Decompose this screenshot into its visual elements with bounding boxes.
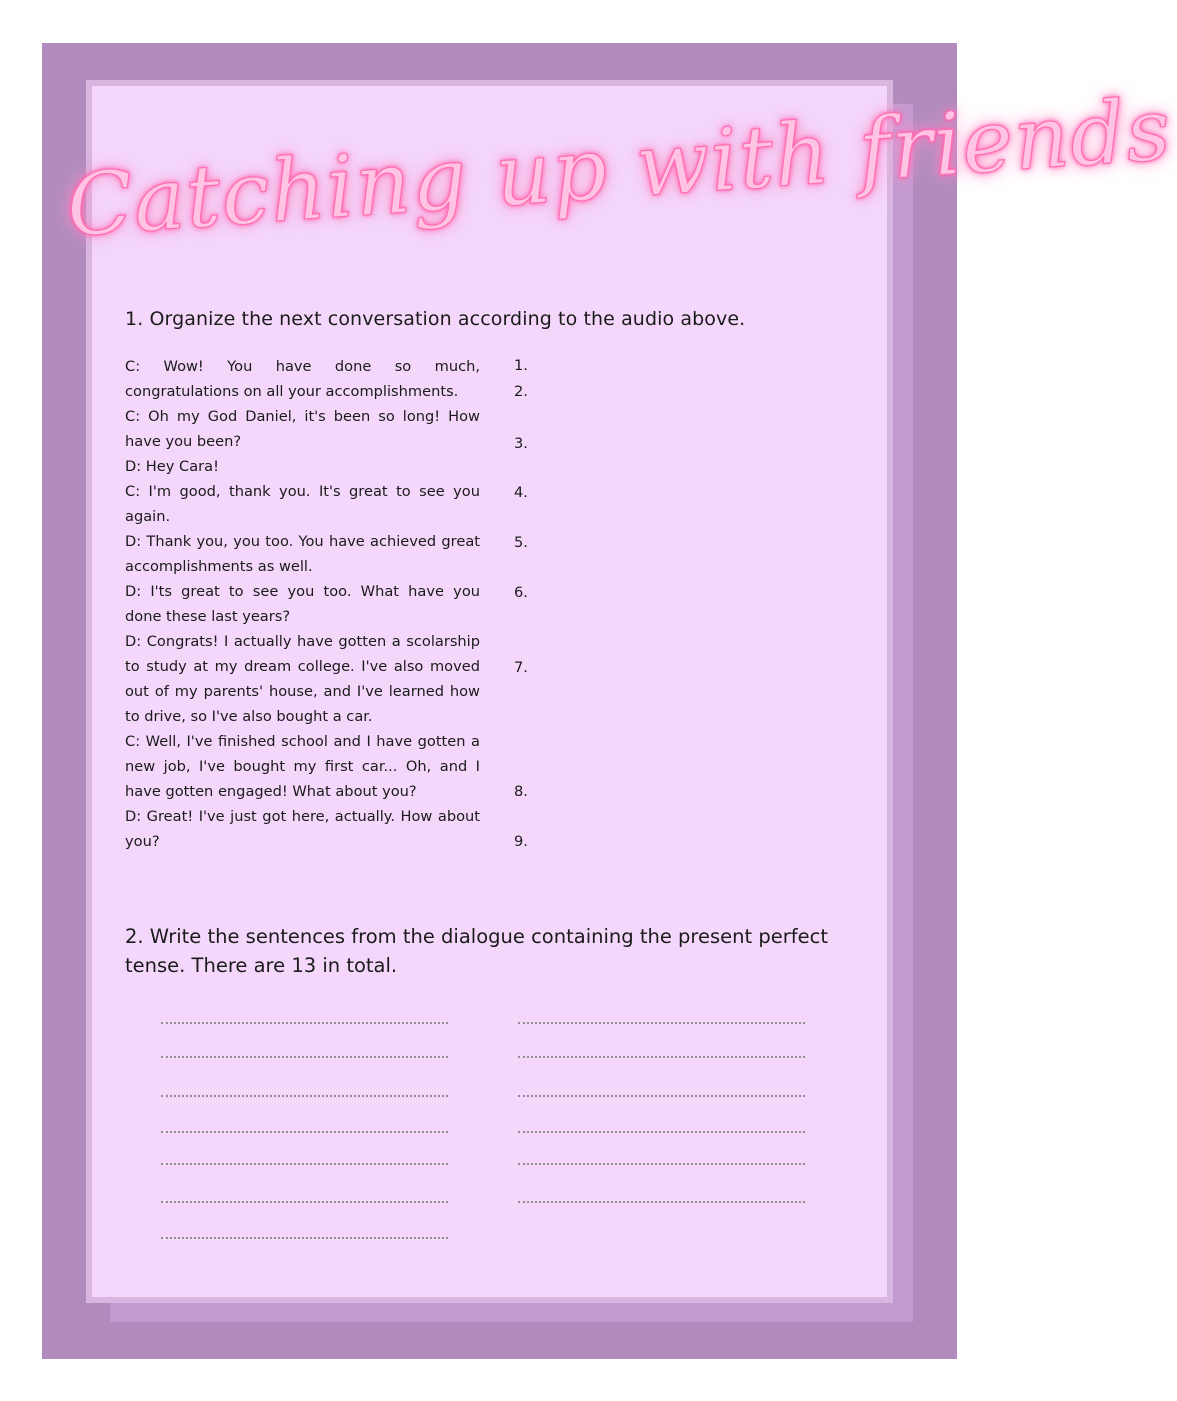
dialogue-line: D: I'ts great to see you too. What have you done these last years? <box>125 583 480 625</box>
dialogue-list <box>125 354 480 854</box>
dialogue-line: D: Thank you, you too. You have achieved great accomplishments as well. <box>125 533 480 575</box>
answer-line[interactable] <box>161 1022 448 1024</box>
section2-heading: 2. Write the sentences from the dialogue containing the present perfect tense. There are 13 in total. <box>125 925 828 977</box>
dialogue-line: C: I'm good, thank you. It's great to see you again. <box>125 483 480 525</box>
order-number: 3. <box>514 435 528 452</box>
answer-line[interactable] <box>161 1237 448 1239</box>
answer-line[interactable] <box>518 1163 805 1165</box>
order-number: 1. <box>514 357 528 374</box>
dialogue-line: D: Congrats! I actually have gotten a scolarship to study at my dream college. I've also moved out of my parents' house, and I've learned how to drive, so I've also bought a car. <box>125 633 480 725</box>
order-number: 6. <box>514 584 528 601</box>
dialogue-line: C: Oh my God Daniel, it's been so long! How have you been? <box>125 408 480 450</box>
answer-line[interactable] <box>161 1131 448 1133</box>
dialogue-line: C: Wow! You have done so much, congratulations on all your accomplishments. <box>125 358 480 400</box>
answer-line[interactable] <box>161 1163 448 1165</box>
dialogue-line: C: Well, I've finished school and I have gotten a new job, I've bought my first car... Oh, and I have gotten engaged! What about you? <box>125 733 480 800</box>
answer-line[interactable] <box>518 1131 805 1133</box>
order-number: 8. <box>514 783 528 800</box>
dialogue-line: D: Hey Cara! <box>125 458 219 475</box>
order-number: 2. <box>514 383 528 400</box>
answer-line[interactable] <box>161 1095 448 1097</box>
order-number: 9. <box>514 833 528 850</box>
answer-line[interactable] <box>161 1201 448 1203</box>
order-number: 4. <box>514 484 528 501</box>
worksheet-title: Catching up with friends <box>63 79 1175 257</box>
order-number: 5. <box>514 534 528 551</box>
answer-line[interactable] <box>518 1022 805 1024</box>
answer-line[interactable] <box>518 1201 805 1203</box>
order-number: 7. <box>514 659 528 676</box>
answer-line[interactable] <box>518 1056 805 1058</box>
answer-line[interactable] <box>161 1056 448 1058</box>
section1-heading: 1. Organize the next conversation according to the audio above. <box>125 308 746 330</box>
dialogue-line: D: Great! I've just got here, actually. How about you? <box>125 808 480 850</box>
answer-line[interactable] <box>518 1095 805 1097</box>
